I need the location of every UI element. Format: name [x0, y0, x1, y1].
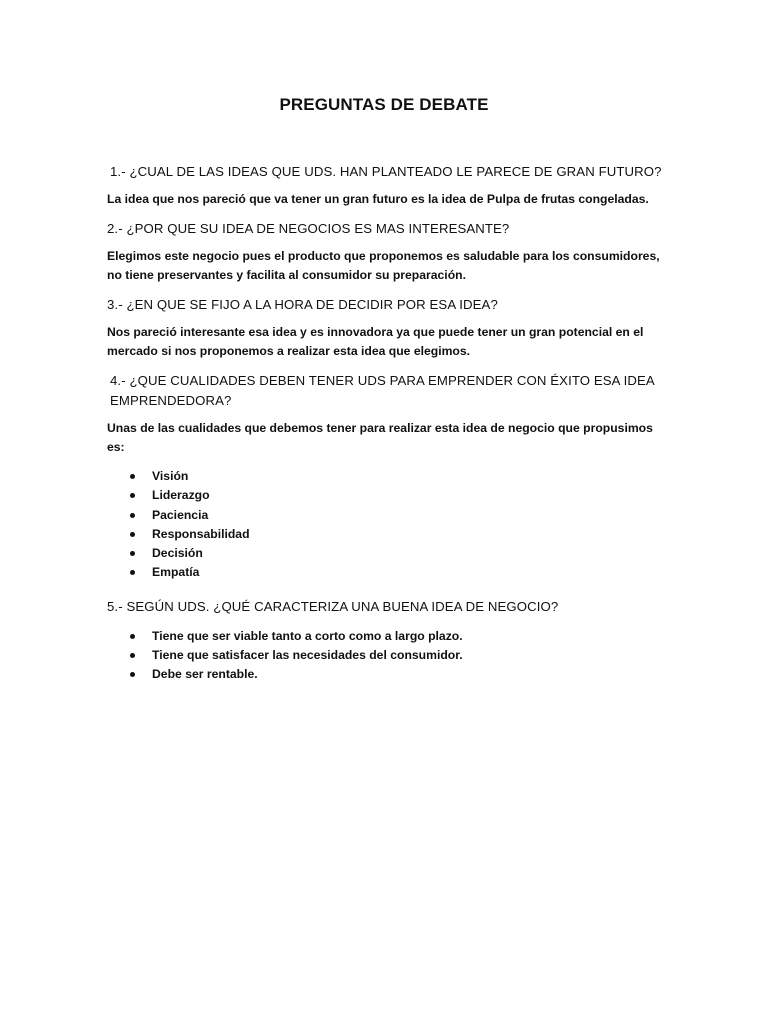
business-idea-list — [107, 627, 667, 685]
answer-3: Nos pareció interesante esa idea y es innovadora ya que puede tener un gran potencial en el mercado si nos proponemos a realizar esta idea que elegimos. — [107, 325, 644, 358]
question-1: 1.- ¿CUAL DE LAS IDEAS QUE UDS. HAN PLANTEADO LE PARECE DE GRAN FUTURO? — [110, 164, 662, 179]
answer-2: Elegimos este negocio pues el producto que proponemos es saludable para los consumidores, no tiene preservantes y facilita al consumidor su preparación. — [107, 249, 660, 282]
list-item — [107, 544, 667, 563]
list-item — [107, 525, 667, 544]
list-item — [107, 627, 667, 646]
answer-4: Unas de las cualidades que debemos tener para realizar esta idea de negocio que propusimos es: — [107, 421, 653, 454]
list-item-text: Responsabilidad — [152, 526, 250, 541]
bullet-icon — [130, 634, 135, 639]
bullet-icon — [130, 570, 135, 575]
list-item — [107, 646, 667, 665]
list-item — [107, 665, 667, 684]
question-5: 5.- SEGÚN UDS. ¿QUÉ CARACTERIZA UNA BUENA IDEA DE NEGOCIO? — [107, 598, 559, 614]
list-item-text: Tiene que satisfacer las necesidades del consumidor. — [152, 648, 463, 663]
document-title: PREGUNTAS DE DEBATE — [279, 95, 489, 114]
answer-1: La idea que nos pareció que va tener un gran futuro es la idea de Pulpa de frutas congeladas. — [107, 192, 649, 206]
bullet-icon — [130, 474, 135, 479]
bullet-icon — [130, 653, 135, 658]
bullet-icon — [130, 513, 135, 518]
bullet-icon — [130, 532, 135, 537]
document-body — [107, 162, 667, 699]
list-item-text: Paciencia — [152, 507, 209, 522]
list-item — [107, 486, 667, 505]
question-2: 2.- ¿POR QUE SU IDEA DE NEGOCIOS ES MAS INTERESANTE? — [107, 221, 510, 236]
list-item-text: Empatía — [152, 565, 200, 580]
list-item — [107, 563, 667, 582]
list-item-text: Visión — [152, 469, 189, 483]
list-item-text: Decisión — [152, 546, 203, 561]
bullet-icon — [130, 493, 135, 498]
question-3: 3.- ¿EN QUE SE FIJO A LA HORA DE DECIDIR POR ESA IDEA? — [107, 297, 498, 312]
list-item-text: Liderazgo — [152, 488, 210, 503]
bullet-icon — [130, 672, 135, 677]
list-item-text: Tiene que ser viable tanto a corto como a largo plazo. — [152, 628, 463, 643]
list-item-text: Debe ser rentable. — [152, 667, 258, 682]
question-4: 4.- ¿QUE CUALIDADES DEBEN TENER UDS PARA EMPRENDER CON ÉXITO ESA IDEA EMPRENDEDORA? — [110, 373, 655, 408]
qualities-list — [107, 467, 667, 583]
bullet-icon — [130, 551, 135, 556]
list-item — [107, 506, 667, 525]
list-item — [107, 467, 667, 486]
